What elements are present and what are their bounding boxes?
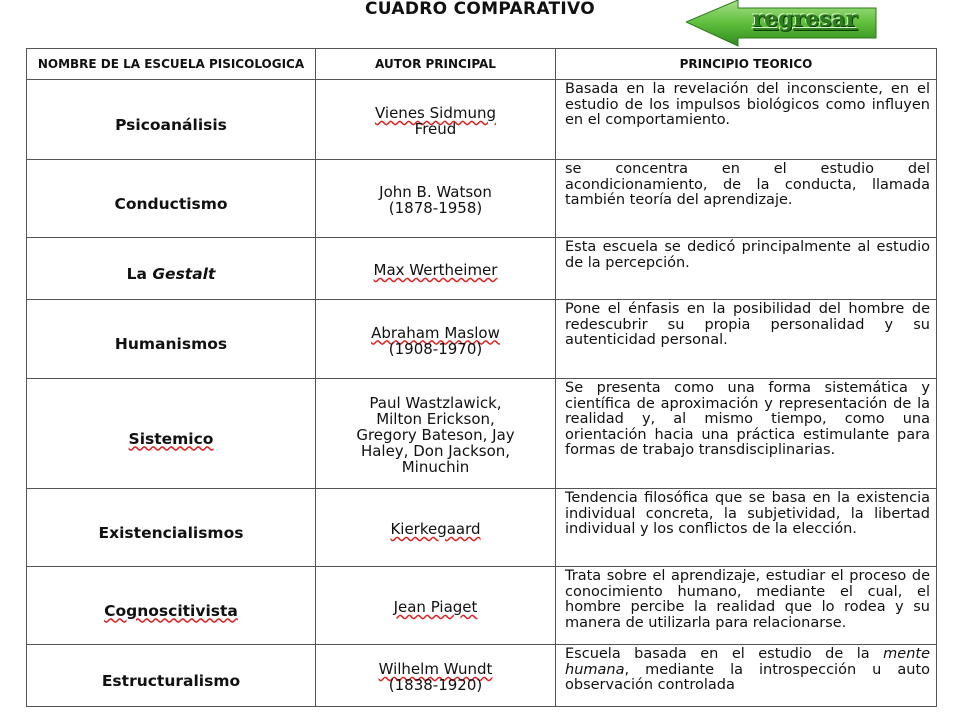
principle-cell: Pone el énfasis en la posibilidad del hombre de redescubrir su propia personalidad y su autenticidad personal.	[556, 300, 937, 379]
table-row	[27, 80, 937, 160]
page-title: CUADRO COMPARATIVO	[365, 0, 595, 19]
principle-cell: se concentra en el estudio del acondicionamiento, de la conducta, llamada también teoría del aprendizaje.	[556, 160, 937, 238]
header-principle: PRINCIPIO TEORICO	[556, 49, 937, 80]
author-line: (1878-1958)	[388, 199, 483, 217]
author-line: John B. Watson	[379, 183, 492, 201]
table-row	[27, 645, 937, 707]
principle-text: Escuela basada en el estudio de la	[565, 646, 884, 662]
school-cell: Humanismos	[27, 300, 316, 379]
principle-cell: Basada en la revelación del inconsciente, en el estudio de los impulsos biológicos como influyen en el comportamiento.	[556, 80, 937, 160]
school-prefix: La	[126, 264, 153, 283]
table-header-row	[27, 49, 937, 80]
table-row	[27, 567, 937, 645]
school-cell: Psicoanálisis	[27, 80, 316, 160]
school-cell	[27, 567, 316, 645]
author-line: Jean Piaget	[393, 598, 478, 616]
table-row	[27, 300, 937, 379]
author-line: (1908-1970)	[388, 339, 483, 358]
table-row	[27, 238, 937, 300]
school-cell: Existencialismos	[27, 489, 316, 567]
author-line: Freud	[414, 120, 457, 138]
author-line: (1838-1920)	[388, 676, 483, 694]
author-cell	[316, 238, 556, 300]
author-line: Abraham Maslow	[371, 323, 500, 342]
school-emphasis: Gestalt	[152, 264, 216, 283]
school-cell: Estructuralismo	[27, 645, 316, 707]
school-name: Cognoscitivista	[104, 601, 238, 620]
table-row	[27, 379, 937, 489]
principle-emphasis: mente humana	[565, 646, 930, 678]
table-row	[27, 160, 937, 238]
header-author: AUTOR PRINCIPAL	[316, 49, 556, 80]
author-line: Wilhelm Wundt	[378, 660, 493, 678]
author-line: Vienes Sidmung	[374, 104, 496, 122]
author-line: Paul Wastzlawick,	[369, 394, 502, 412]
principle-text: , mediante la introspección u auto observación controlada	[565, 661, 930, 693]
comparison-table	[26, 48, 937, 707]
author-line: Minuchin	[401, 458, 470, 476]
back-button[interactable]	[686, 0, 882, 48]
principle-cell: Tendencia filosófica que se basa en la existencia individual concreta, la subjetividad, la libertad individual y los conflictos de la elección.	[556, 489, 937, 567]
author-cell	[316, 160, 556, 238]
back-button-label: regresar	[752, 6, 858, 32]
author-cell	[316, 379, 556, 489]
author-line: Kierkegaard	[390, 520, 481, 538]
principle-cell: Trata sobre el aprendizaje, estudiar el proceso de conocimiento humano, mediante el cual, el hombre percibe la realidad que lo rodea y su manera de utilizarla para relacionarse.	[556, 567, 937, 645]
author-cell	[316, 645, 556, 707]
author-cell	[316, 80, 556, 160]
author-cell	[316, 489, 556, 567]
principle-cell: Esta escuela se dedicó principalmente al estudio de la percepción.	[556, 238, 937, 300]
header-school: NOMBRE DE LA ESCUELA PISICOLOGICA	[27, 49, 316, 80]
principle-cell	[556, 645, 937, 707]
author-cell	[316, 300, 556, 379]
author-line: Milton Erickson,	[376, 410, 495, 428]
author-line: Max Wertheimer	[373, 261, 498, 279]
principle-cell: Se presenta como una forma sistemática y científica de aproximación y representación de la realidad y, al mismo tiempo, como una orientación hacia una práctica estimulante para formas de trabajo transdisciplinarias.	[556, 379, 937, 489]
school-cell	[27, 238, 316, 300]
school-cell: Conductismo	[27, 160, 316, 238]
school-name: Sistemico	[128, 429, 214, 448]
table-row	[27, 489, 937, 567]
school-cell	[27, 379, 316, 489]
author-line: Haley, Don Jackson,	[360, 442, 511, 460]
author-line: Gregory Bateson, Jay	[356, 426, 515, 444]
author-cell	[316, 567, 556, 645]
